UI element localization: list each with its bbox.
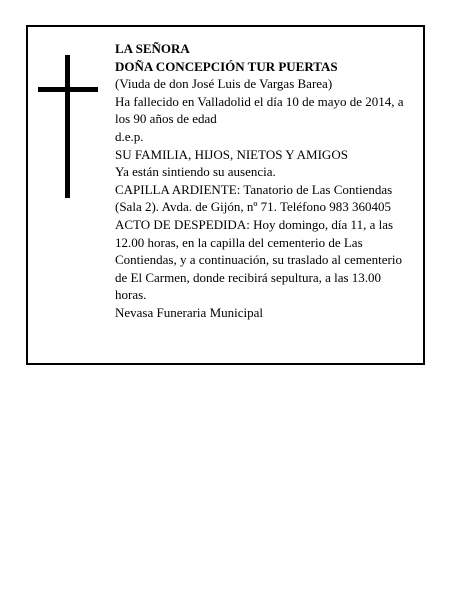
notice-title: LA SEÑORA	[115, 41, 190, 56]
cross-vertical-bar	[65, 55, 70, 198]
absence-line: Ya están sintiendo su ausencia.	[115, 164, 276, 180]
funeral-home-line: Nevasa Funeraria Municipal	[115, 304, 264, 320]
rip-line: d.e.p.	[115, 128, 144, 144]
farewell-line-1: ACTO DE DESPEDIDA: Hoy domingo, día 11, a las	[115, 216, 394, 232]
deceased-name: DOÑA CONCEPCIÓN TUR PUERTAS	[115, 58, 338, 74]
chapel-line-2: (Sala 2). Avda. de Gijón, nº 71. Teléfono 983 360405	[115, 199, 391, 215]
death-line-1: Ha fallecido en Valladolid el día 10 de mayo de 2014, a	[115, 93, 404, 109]
obituary-text	[115, 40, 420, 322]
chapel-line-1: CAPILLA ARDIENTE: Tanatorio de Las Contiendas	[115, 181, 393, 197]
obituary-notice	[26, 25, 425, 365]
farewell-line-4: de El Carmen, donde recibirá sepultura, a las 13.00	[115, 269, 382, 285]
farewell-line-3: Contiendas, y a continuación, su traslado al cementerio	[115, 252, 402, 268]
death-line-2: los 90 años de edad	[115, 111, 217, 127]
farewell-line-2: 12.00 horas, en la capilla del cementerio de Las	[115, 234, 363, 250]
cross-horizontal-bar	[38, 87, 98, 92]
family-line: SU FAMILIA, HIJOS, NIETOS Y AMIGOS	[115, 146, 348, 162]
widow-of-line: (Viuda de don José Luis de Vargas Barea)	[115, 76, 333, 92]
farewell-line-5: horas.	[115, 287, 147, 303]
cross-icon	[38, 55, 98, 198]
